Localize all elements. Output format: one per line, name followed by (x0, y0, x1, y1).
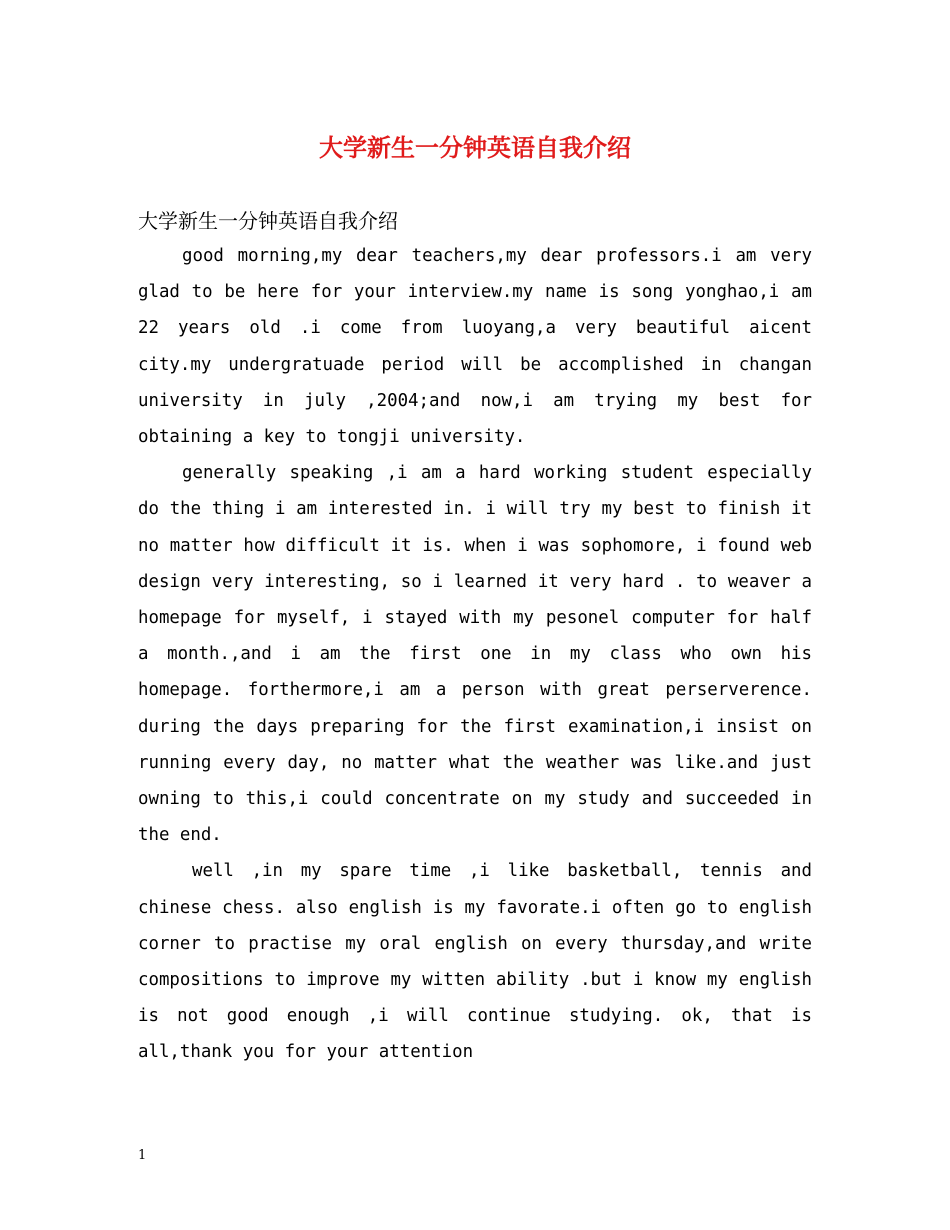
document-title: 大学新生一分钟英语自我介绍 (319, 134, 631, 162)
document-subtitle: 大学新生一分钟英语自我介绍 (138, 209, 398, 233)
paragraph-personality: generally speaking ,i am a hard working student especially do the thing i am interested in. i will try my best to finish it no matter how difficult it is. when i was sophomore, i found web design very interesting, so i learned it very hard . to weaver a homepage for myself, i stayed with my pesonel computer for half a month.,and i am the first one in my class who own his homepage. forthermore,i am a person with great perserverence. during the days preparing for the first examination,i insist on running every day, no matter what the weather was like.and just owning to this,i could concentrate on my study and succeeded in the end. (138, 463, 812, 846)
paragraph-introduction: good morning,my dear teachers,my dear professors.i am very glad to be here for your interview.my name is song yonghao,i am 22 years old .i come from luoyang,a very beautiful aicent city.my undergratuade period will be accomplished in changan university in july ,2004;and now,i am trying my best for obtaining a key to tongji university. (138, 246, 812, 448)
page-number: 1 (138, 1148, 147, 1163)
paragraph-hobbies: well ,in my spare time ,i like basketball, tennis and chinese chess. also english is my favorate.i often go to english corner to practise my oral english on every thursday,and write compositions to improve my witten ability .but i know my english is not good enough ,i will continue studying. ok, that is all,thank you for your attention (138, 861, 812, 1063)
document-body (138, 238, 812, 1071)
